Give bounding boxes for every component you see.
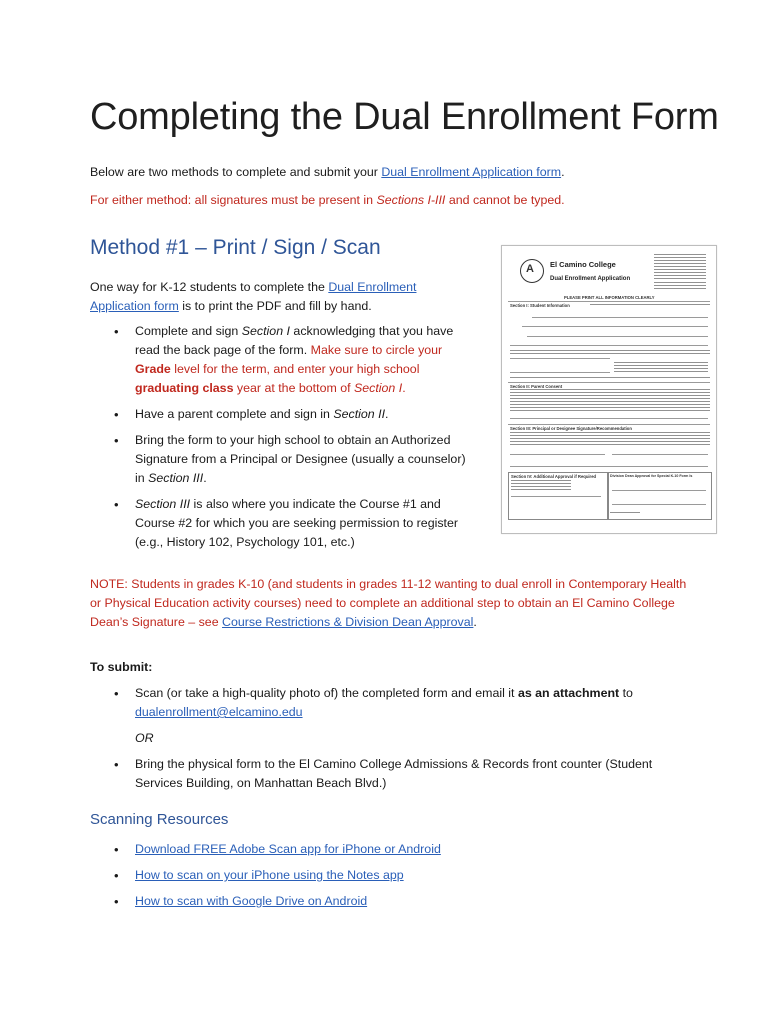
step4-section: Section III [135,497,191,511]
note-text: NOTE: Students in grades K-10 (and students in grades 11-12 wanting to dual enroll in Contemporary Health or Physical Education activity courses) need to complete an additional step to obtain an El Camino College Dean’s Signature – see [90,577,687,629]
intro-paragraph [90,163,710,182]
thumb-line [510,358,610,359]
thumb-rule [508,382,710,383]
application-form-thumbnail [501,245,717,534]
step3-section: Section III [148,471,204,485]
signature-note [90,191,710,210]
thumb-line [612,490,706,491]
iphone-notes-item [90,866,690,885]
adobe-scan-item [90,840,690,859]
email-link[interactable]: dualenrollment@elcamino.edu [135,705,303,719]
method1-steps [90,322,475,552]
thumb-line [510,372,610,373]
thumb-college: El Camino College [550,260,616,269]
note-paragraph [90,575,690,632]
thumb-text [510,377,710,380]
thumb-rule [508,301,710,302]
thumb-line [510,466,708,467]
step-high-school-signature [90,431,475,488]
thumb-form-title: Dual Enrollment Application [550,276,631,282]
thumb-text [510,389,710,411]
page-title: Completing the Dual Enrollment Form [90,96,719,138]
thumb-address-block [654,254,706,280]
step1-grade: Grade [135,362,171,376]
thumb-rule [508,424,710,425]
thumb-section-5: Division Dean Approval for Special K-10 Form Is [610,474,693,478]
course-restrictions-link[interactable]: Course Restrictions & Division Dean Approval [222,615,474,629]
step1-warning-2: level for the term, and enter your high school [170,362,420,376]
seal-letter: A [526,263,534,275]
method1-lead [90,278,470,316]
college-seal-icon [520,259,544,283]
thumb-section-4: Section IV: Additional Approval if Required [511,474,597,479]
step3-text: Bring the form to your high school to obtain an Authorized Signature from a Principal or Designee (usually a counselor) in [135,433,466,485]
step1-graduating-class: graduating class [135,381,234,395]
thumb-line [510,418,708,419]
thumb-address-block-2 [654,282,706,290]
method1-heading: Method #1 – Print / Sign / Scan [90,236,381,259]
thumb-section-3: Section III: Principal or Designee Signature/Recommendation [510,426,632,431]
step2-end: . [385,407,389,421]
thumb-line [612,504,706,505]
step1-warning-1: Make sure to circle your [310,343,443,357]
submit-email-to: to [619,686,633,700]
thumb-text [610,512,640,515]
method1-lead-suffix: is to print the PDF and fill by hand. [178,299,372,313]
thumb-fields [590,304,710,307]
step2-section: Section II [333,407,386,421]
thumb-line [510,454,605,455]
iphone-notes-link[interactable]: How to scan on your iPhone using the Notes app [135,868,404,882]
step1-warning-3: year at the bottom of [233,381,354,395]
google-drive-link[interactable]: How to scan with Google Drive on Android [135,894,368,908]
submit-in-person-text: Bring the physical form to the El Camino College Admissions & Records front counter (Student Services Building, on Manhattan Beach Blvd.) [135,757,653,790]
scanning-resources-heading: Scanning Resources [90,811,229,828]
signature-note-text: For either method: all signatures must be present in [90,193,377,207]
scanning-links [90,840,690,911]
google-drive-item [90,892,690,911]
step2-text: Have a parent complete and sign in [135,407,334,421]
dual-enrollment-form-link[interactable]: Dual Enrollment Application form [381,165,562,179]
note-suffix: . [473,615,477,629]
submit-options [90,684,690,793]
thumb-line [511,496,601,497]
thumb-section-2: Section II: Parent Consent [510,384,563,389]
step3-end: . [203,471,207,485]
signature-note-suffix: and cannot be typed. [445,193,565,207]
method1-form-link[interactable]: Dual Enrollment Application form [90,280,417,313]
thumb-text [510,350,710,355]
or-separator: OR [135,731,154,745]
submit-attachment: as an attachment [517,686,620,700]
intro-suffix: . [561,165,565,179]
adobe-scan-link[interactable]: Download FREE Adobe Scan app for iPhone or Android [135,842,441,856]
step-parent-sign [90,405,475,424]
submit-in-person-option [90,755,690,793]
thumb-section-1: Section I: Student Information [510,303,570,308]
step1-text: Complete and sign [135,324,242,338]
signature-note-sections: Sections I-III [376,193,446,207]
step4-text: is also where you indicate the Course #1 and Course #2 for which you are seeking permission to register (e.g., History 102, Psychology 101, etc.) [135,497,458,549]
submit-email-option [90,684,690,722]
thumb-print-note: PLEASE PRINT ALL INFORMATION CLEARLY [564,295,655,300]
thumb-text [614,362,708,372]
thumb-line [532,317,708,318]
thumb-line [522,326,708,327]
thumb-line [527,336,708,337]
intro-text: Below are two methods to complete and submit your [90,165,382,179]
method1-lead-text: One way for K-12 students to complete the [90,280,329,294]
to-submit-label: To submit: [90,660,153,674]
step-course-selection [90,495,475,552]
step1-warning-section: Section I [354,381,403,395]
thumb-text [510,432,710,446]
thumb-line [612,454,708,455]
step1-section: Section I [241,324,290,338]
step-complete-section-1 [90,322,475,398]
step1-text-2: acknowledging that you have read the back page of the form. [135,324,454,357]
step1-warning-end: . [402,381,406,395]
thumb-line [510,345,708,346]
submit-email-text: Scan (or take a high-quality photo of) the completed form and email it [135,686,518,700]
thumb-text [511,480,571,490]
